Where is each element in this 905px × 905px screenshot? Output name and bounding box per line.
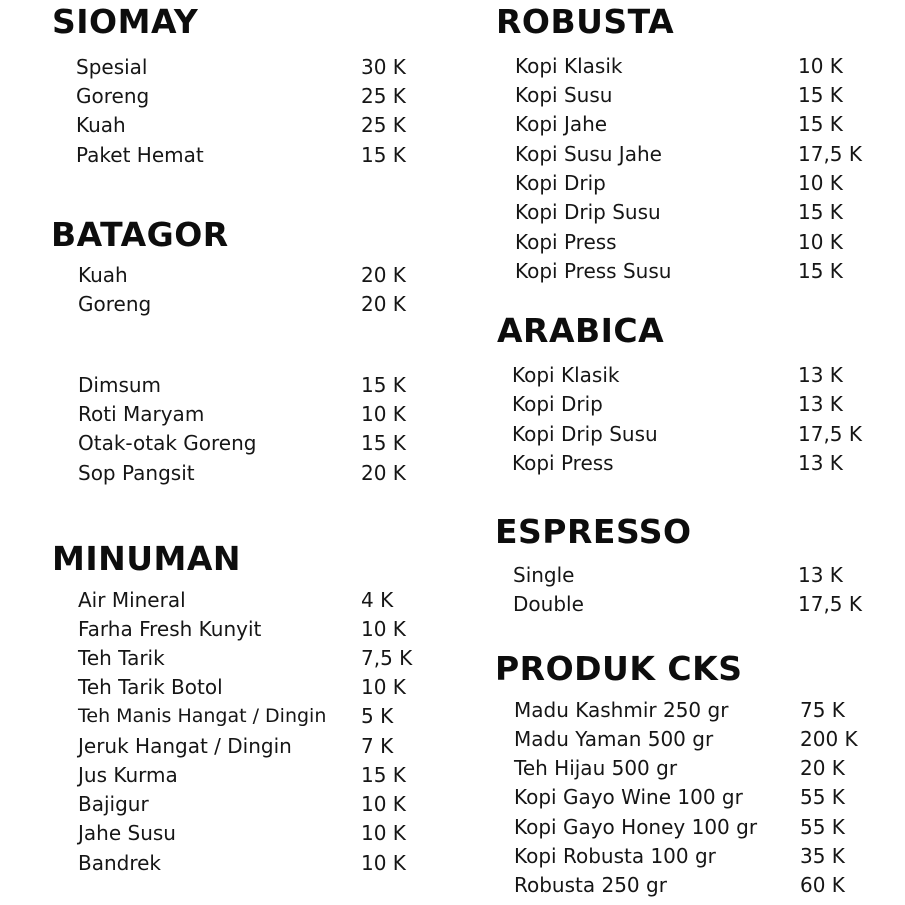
item-price: 5 K <box>361 704 394 728</box>
item-name: Farha Fresh Kunyit <box>78 617 262 641</box>
item-price: 55 K <box>800 785 845 809</box>
item-price: 10 K <box>798 171 843 195</box>
item-price: 17,5 K <box>798 592 863 616</box>
section-title-arabica: ARABICA <box>497 311 665 350</box>
item-name: Bandrek <box>78 851 162 875</box>
item-price: 7,5 K <box>361 646 413 670</box>
item-price: 75 K <box>800 698 845 722</box>
item-price: 15 K <box>798 200 843 224</box>
item-name: Air Mineral <box>78 588 186 612</box>
item-price: 15 K <box>361 143 406 167</box>
item-name: Kopi Susu Jahe <box>515 142 662 166</box>
section-title-siomay: SIOMAY <box>52 2 199 41</box>
item-name: Teh Tarik Botol <box>78 675 223 699</box>
item-price: 15 K <box>798 83 843 107</box>
item-price: 20 K <box>361 461 406 485</box>
item-name: Kopi Drip <box>515 171 606 195</box>
item-price: 25 K <box>361 84 406 108</box>
item-price: 15 K <box>361 373 406 397</box>
item-name: Paket Hemat <box>76 143 204 167</box>
item-name: Kopi Gayo Wine 100 gr <box>514 785 743 809</box>
item-name: Kopi Press <box>515 230 617 254</box>
item-price: 15 K <box>361 431 406 455</box>
item-name: Jeruk Hangat / Dingin <box>78 734 292 758</box>
item-price: 200 K <box>800 727 858 751</box>
item-name: Kopi Klasik <box>512 363 620 387</box>
item-name: Kopi Press Susu <box>515 259 672 283</box>
item-price: 10 K <box>361 851 406 875</box>
item-price: 4 K <box>361 588 394 612</box>
section-title-batagor: BATAGOR <box>51 215 229 254</box>
item-price: 10 K <box>361 821 406 845</box>
item-price: 10 K <box>361 617 406 641</box>
item-price: 13 K <box>798 392 843 416</box>
item-name: Kopi Drip <box>512 392 603 416</box>
item-name: Teh Hijau 500 gr <box>514 756 678 780</box>
item-name: Teh Tarik <box>78 646 165 670</box>
item-name: Kopi Klasik <box>515 54 623 78</box>
item-name: Madu Kashmir 250 gr <box>514 698 729 722</box>
item-name: Kopi Susu <box>515 83 613 107</box>
item-price: 10 K <box>798 54 843 78</box>
section-title-espresso: ESPRESSO <box>495 512 692 551</box>
item-name: Single <box>513 563 575 587</box>
section-title-produk-cks: PRODUK CKS <box>495 649 743 688</box>
item-price: 7 K <box>361 734 394 758</box>
item-price: 13 K <box>798 363 843 387</box>
item-price: 20 K <box>361 292 406 316</box>
item-name: Jus Kurma <box>78 763 178 787</box>
item-price: 17,5 K <box>798 142 863 166</box>
item-price: 10 K <box>798 230 843 254</box>
item-name: Madu Yaman 500 gr <box>514 727 714 751</box>
item-price: 17,5 K <box>798 422 863 446</box>
item-name: Kuah <box>76 113 126 137</box>
item-price: 35 K <box>800 844 845 868</box>
item-name: Kopi Gayo Honey 100 gr <box>514 815 758 839</box>
item-name: Roti Maryam <box>78 402 205 426</box>
item-name: Robusta 250 gr <box>514 873 667 897</box>
item-price: 10 K <box>361 675 406 699</box>
item-name: Otak-otak Goreng <box>78 431 257 455</box>
item-name: Dimsum <box>78 373 162 397</box>
item-price: 20 K <box>361 263 406 287</box>
item-price: 13 K <box>798 563 843 587</box>
item-name: Bajigur <box>78 792 149 816</box>
item-name: Kopi Drip Susu <box>512 422 658 446</box>
item-name: Goreng <box>78 292 152 316</box>
item-name: Kopi Drip Susu <box>515 200 661 224</box>
item-price: 15 K <box>361 763 406 787</box>
section-title-minuman: MINUMAN <box>52 539 242 578</box>
item-name: Goreng <box>76 84 150 108</box>
item-name: Kopi Jahe <box>515 112 608 136</box>
section-title-robusta: ROBUSTA <box>496 2 675 41</box>
item-price: 10 K <box>361 792 406 816</box>
item-price: 10 K <box>361 402 406 426</box>
item-price: 13 K <box>798 451 843 475</box>
item-price: 15 K <box>798 112 843 136</box>
item-price: 30 K <box>361 55 406 79</box>
item-price: 55 K <box>800 815 845 839</box>
item-price: 15 K <box>798 259 843 283</box>
item-price: 20 K <box>800 756 845 780</box>
item-name: Teh Manis Hangat / Dingin <box>78 705 327 727</box>
item-price: 60 K <box>800 873 845 897</box>
item-name: Sop Pangsit <box>78 461 195 485</box>
item-name: Kopi Robusta 100 gr <box>514 844 716 868</box>
item-name: Kuah <box>78 263 128 287</box>
item-name: Kopi Press <box>512 451 614 475</box>
item-name: Jahe Susu <box>78 821 176 845</box>
item-name: Double <box>513 592 584 616</box>
item-price: 25 K <box>361 113 406 137</box>
item-name: Spesial <box>76 55 148 79</box>
